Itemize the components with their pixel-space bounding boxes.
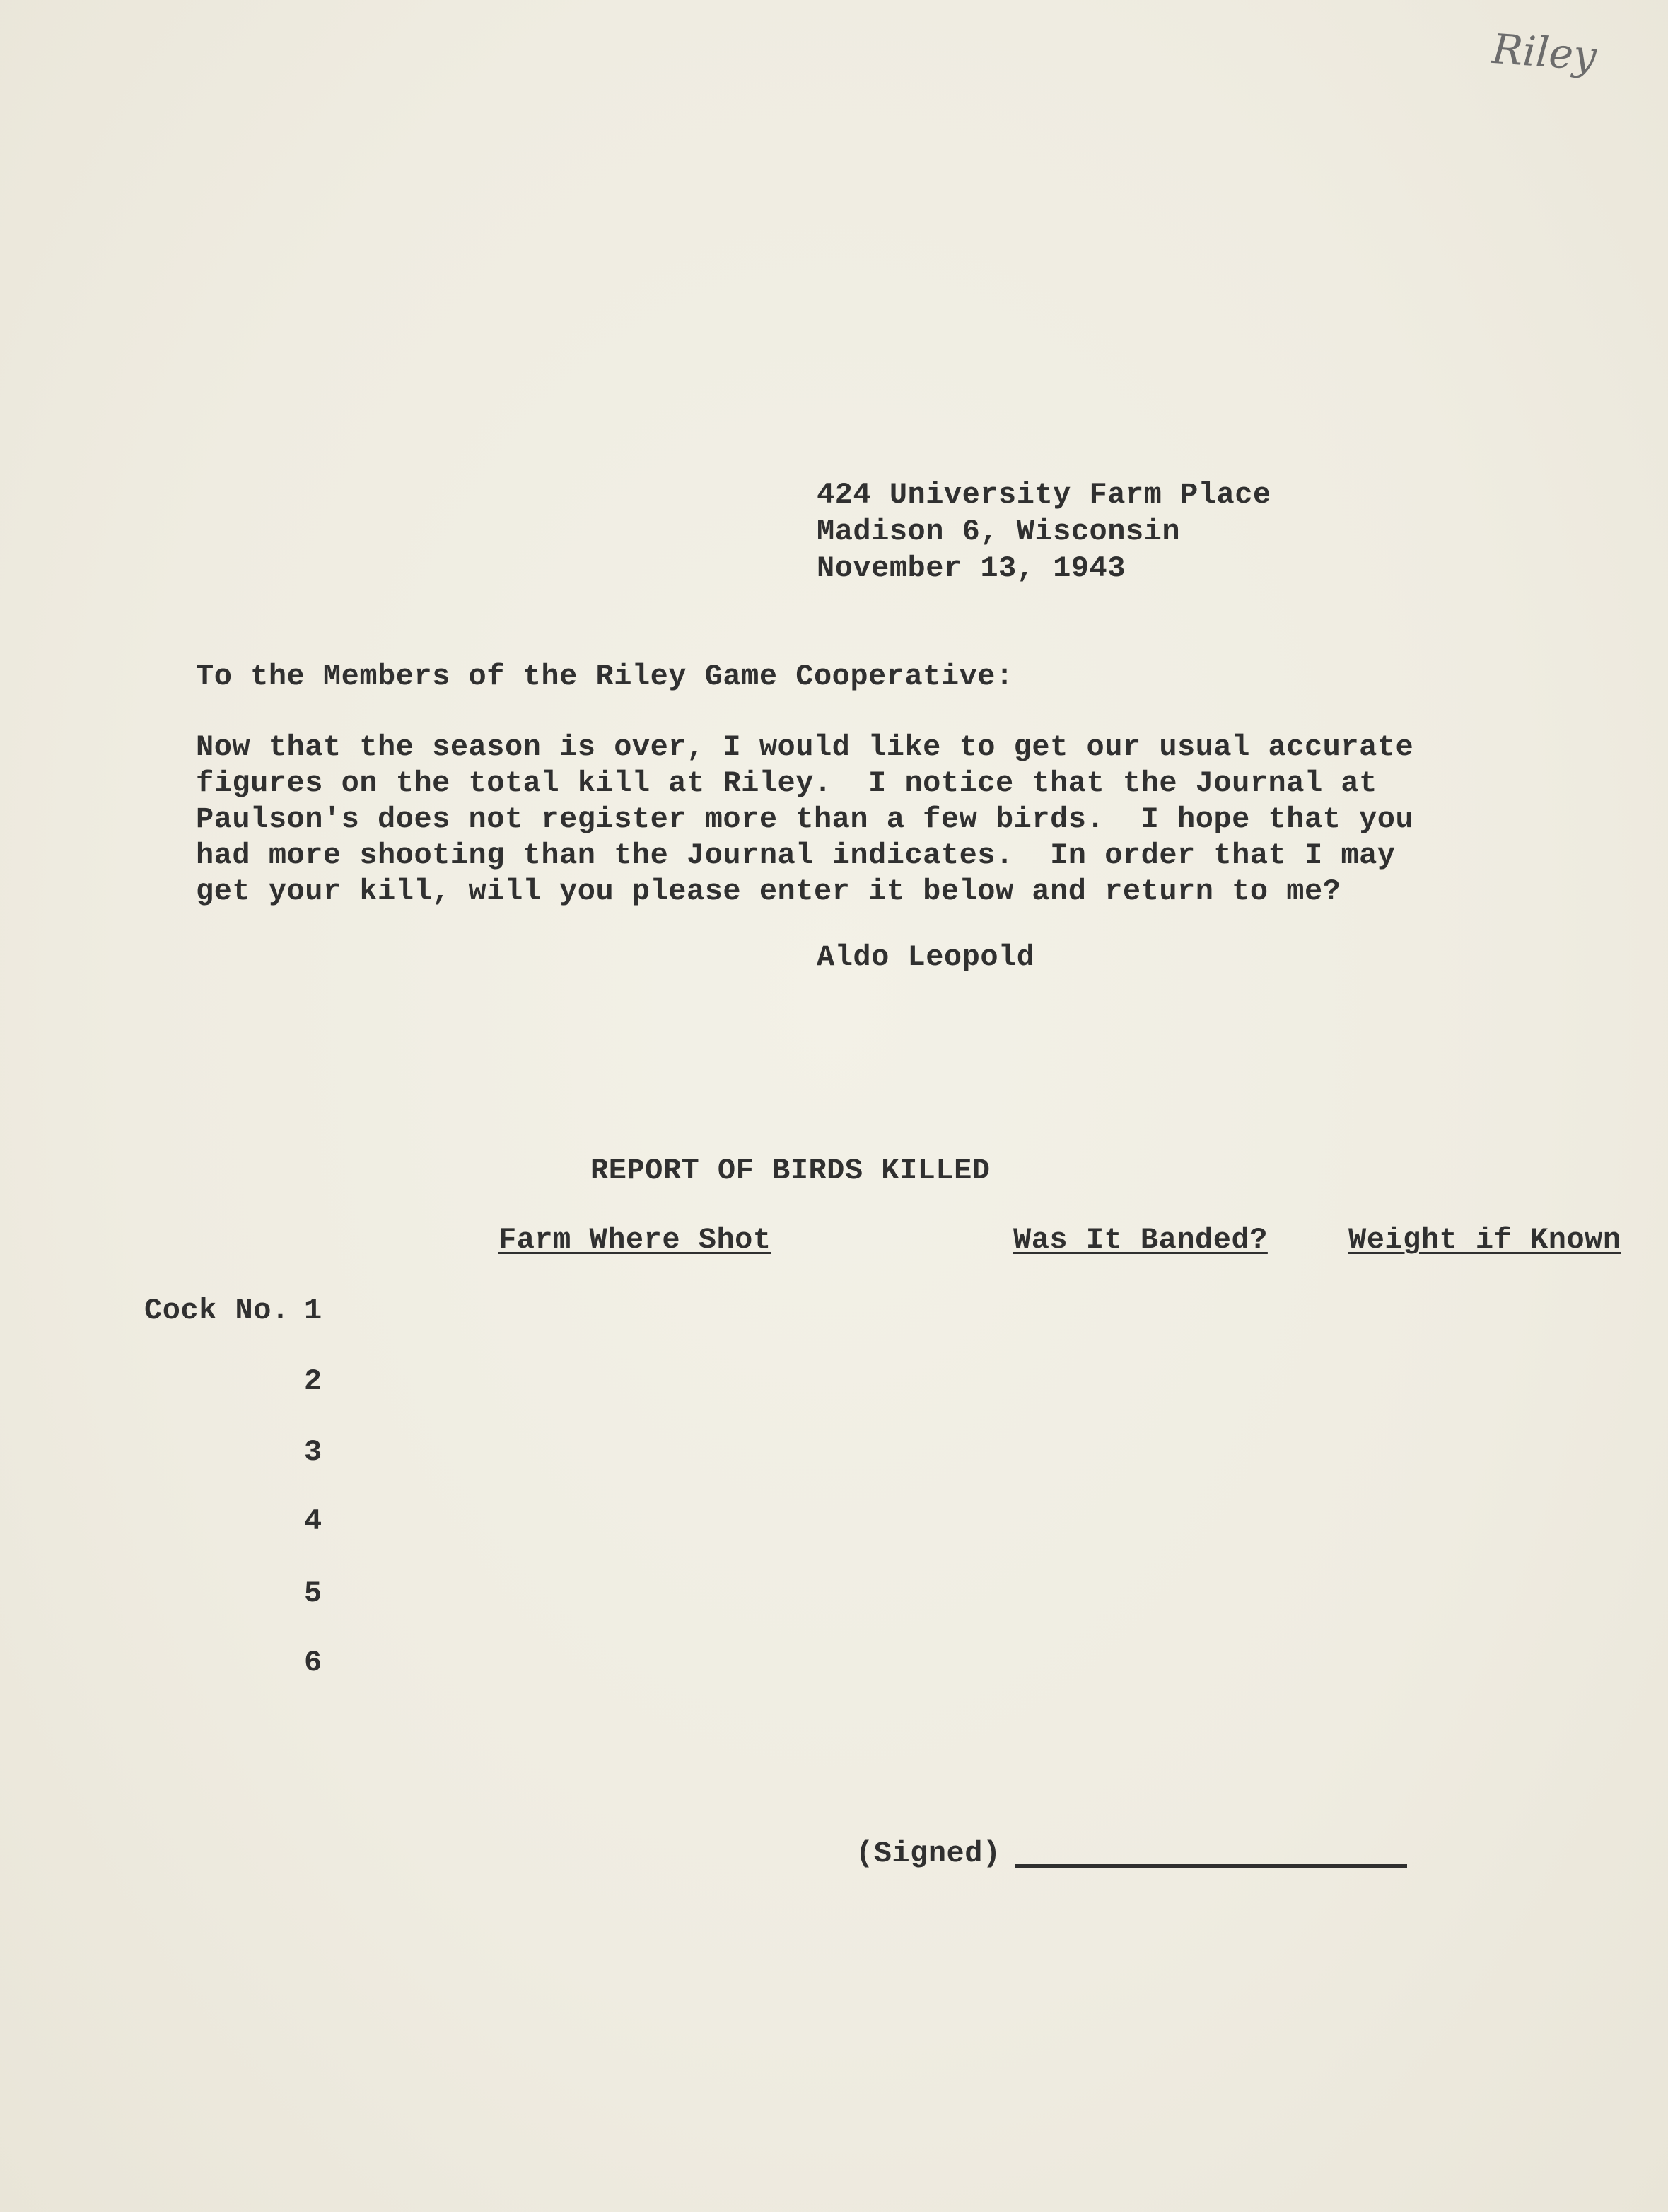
handwritten-annotation: Riley	[1490, 24, 1599, 81]
row-number: 1	[304, 1294, 322, 1328]
body-line: get your kill, will you please enter it below and return to me?	[196, 874, 1341, 908]
body-line: Paulson's does not register more than a few birds. I hope that you	[196, 802, 1414, 836]
report-title: REPORT OF BIRDS KILLED	[590, 1154, 991, 1188]
body-line: figures on the total kill at Riley. I notice that the Journal at	[196, 766, 1377, 800]
row-number: 4	[304, 1504, 322, 1538]
row-number: 5	[304, 1576, 322, 1610]
address-street: 424 University Farm Place	[817, 478, 1271, 512]
column-header-banded: Was It Banded?	[1013, 1223, 1268, 1257]
row-number: 6	[304, 1646, 322, 1680]
column-header-weight: Weight if Known	[1348, 1223, 1621, 1257]
column-header-farm: Farm Where Shot	[498, 1223, 771, 1257]
row-number: 3	[304, 1435, 322, 1469]
row-prefix: Cock No.	[144, 1294, 290, 1328]
salutation: To the Members of the Riley Game Cooperative:	[196, 660, 1014, 694]
signature-line[interactable]	[1015, 1864, 1407, 1868]
row-number: 2	[304, 1364, 322, 1398]
signature-name: Aldo Leopold	[817, 940, 1035, 974]
address-city: Madison 6, Wisconsin	[817, 515, 1181, 549]
letter-date: November 13, 1943	[817, 551, 1126, 585]
body-line: Now that the season is over, I would like to get our usual accurate	[196, 730, 1414, 764]
body-line: had more shooting than the Journal indicates. In order that I may	[196, 838, 1396, 872]
signed-label: (Signed)	[856, 1837, 1001, 1871]
